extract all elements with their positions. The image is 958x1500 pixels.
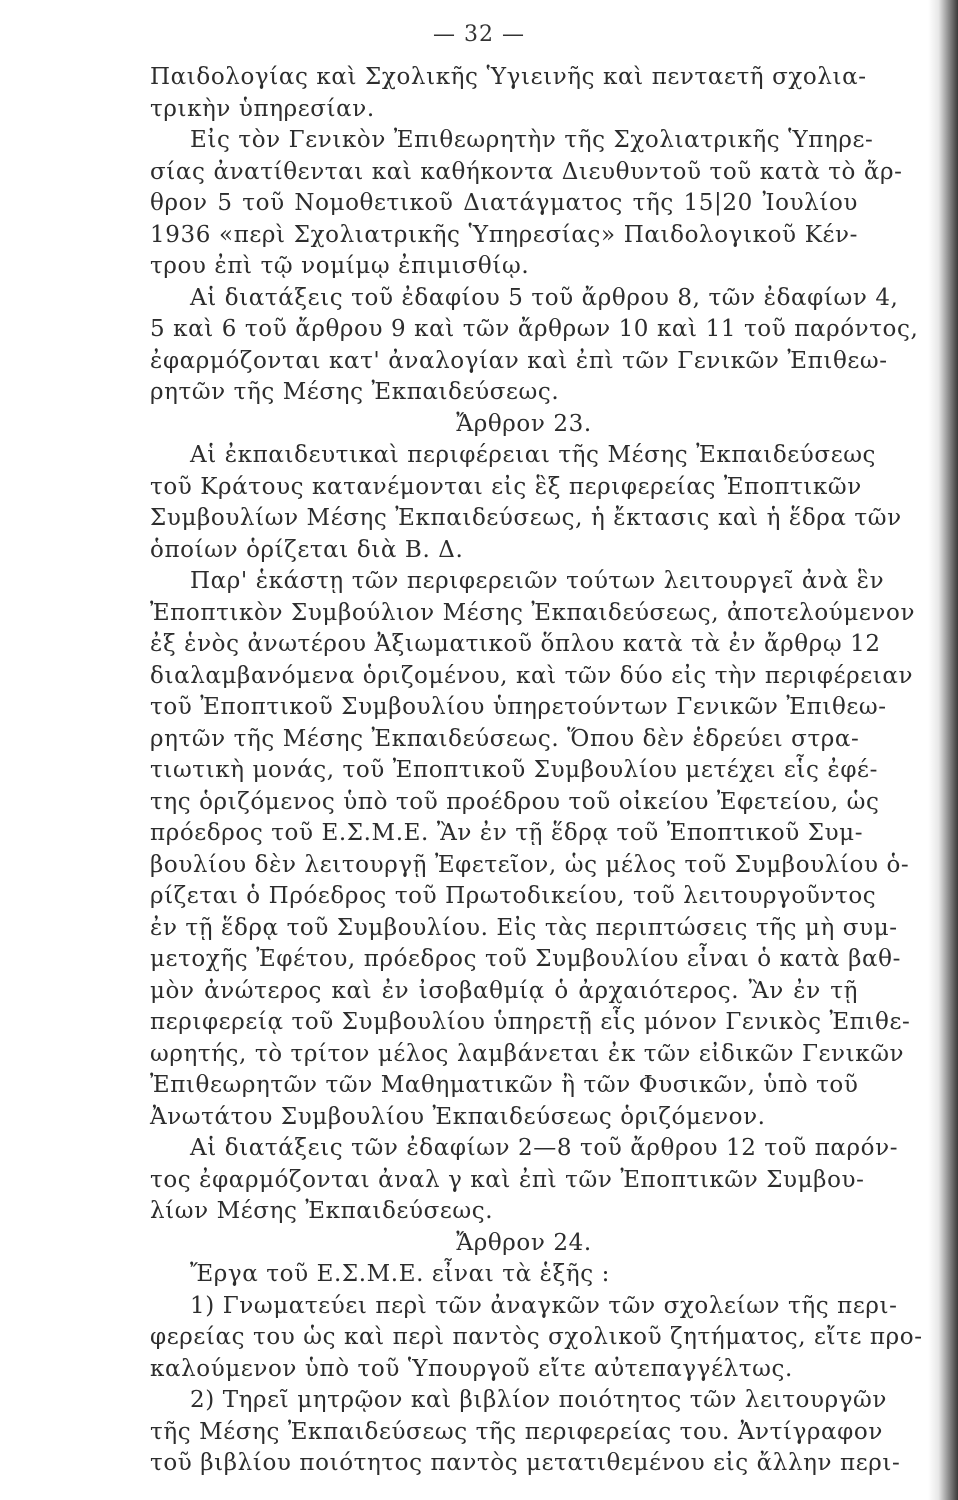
text-line: 5 καὶ 6 τοῦ ἄρθρου 9 καὶ τῶν ἄρθρων 10 καὶ 11 τοῦ παρόντος, — [150, 316, 919, 342]
text-line: Ἐπιθεωρητῶν τῶν Μαθηματικῶν ἢ τῶν Φυσικῶν, ὑπὸ τοῦ — [150, 1072, 859, 1098]
text-line: ρητῶν τῆς Μέσης Ἐκπαιδεύσεως. Ὅπου δὲν ἑδρεύει στρα- — [150, 725, 860, 752]
text-line: Αἱ διατάξεις τοῦ ἐδαφίου 5 τοῦ ἄρθρου 8, τῶν ἐδαφίων 4, — [190, 284, 899, 311]
text-line: θρον 5 τοῦ Νομοθετικοῦ Διατάγματος τῆς 15|20 Ἰουλίου — [150, 190, 858, 216]
text-line: βουλίου δὲν λειτουργῇ Ἐφετεῖον, ὡς μέλος τοῦ Συμβουλίου ὁ- — [150, 851, 910, 878]
article-heading: Ἄρθρον 24. — [456, 1229, 592, 1256]
text-line: τοῦ Κράτους κατανέμονται εἰς ἓξ περιφερείας Ἐποπτικῶν — [150, 473, 862, 500]
text-line: Παρ' ἑκάστῃ τῶν περιφερειῶν τούτων λειτουργεῖ ἀνὰ ἓν — [190, 568, 885, 594]
text-line: μετοχῆς Ἐφέτου, πρόεδρος τοῦ Συμβουλίου εἶναι ὁ κατὰ βαθ- — [150, 946, 901, 972]
text-line: ἐξ ἑνὸς ἀνωτέρου Ἀξιωματικοῦ ὅπλου κατὰ τὰ ἐν ἄρθρῳ 12 — [150, 631, 881, 657]
text-line: ρητῶν τῆς Μέσης Ἐκπαιδεύσεως. — [150, 379, 560, 405]
text-line: 2) Τηρεῖ μητρῷον καὶ βιβλίον ποιότητος τῶν λειτουργῶν — [190, 1387, 887, 1413]
text-line: ἐφαρμόζονται κατ' ἀναλογίαν καὶ ἐπὶ τῶν Γενικῶν Ἐπιθεω- — [150, 347, 888, 374]
text-line: πρόεδρος τοῦ Ε.Σ.Μ.Ε. Ἂν ἐν τῇ ἕδρᾳ τοῦ Ἐποπτικοῦ Συμ- — [150, 820, 864, 846]
text-line: ὁποίων ὁρίζεται διὰ Β. Δ. — [150, 536, 464, 563]
text-line: Ἀνωτάτου Συμβουλίου Ἐκπαιδεύσεως ὁριζόμενον. — [150, 1103, 766, 1130]
text-line: Παιδολογίας καὶ Σχολικῆς Ὑγιεινῆς καὶ πενταετῆ σχολια- — [150, 64, 867, 90]
page-number: — 32 — — [433, 22, 525, 47]
text-line: λίων Μέσης Ἐκπαιδεύσεως. — [150, 1198, 494, 1224]
text-line: ἐν τῇ ἕδρᾳ τοῦ Συμβουλίου. Εἰς τὰς περιπτώσεις τῆς μὴ συμ- — [150, 914, 898, 941]
text-line: τοῦ Ἐποπτικοῦ Συμβουλίου ὑπηρετούντων Γενικῶν Ἐπιθεω- — [150, 694, 887, 720]
text-line: τρου ἐπὶ τῷ νομίμῳ ἐπιμισθίῳ. — [150, 253, 530, 279]
text-line: καλούμενον ὑπὸ τοῦ Ὑπουργοῦ εἴτε αὐτεπαγγέλτως. — [150, 1355, 793, 1382]
text-line: Ἔργα τοῦ Ε.Σ.Μ.Ε. εἶναι τὰ ἑξῆς : — [190, 1261, 610, 1287]
text-line: τρικὴν ὑπηρεσίαν. — [150, 95, 375, 122]
page-binding-shadow — [928, 0, 958, 1500]
text-line: τοῦ βιβλίου ποιότητος παντὸς μετατιθεμένου εἰς ἄλλην περι- — [150, 1450, 901, 1476]
text-line: Εἰς τὸν Γενικὸν Ἐπιθεωρητὴν τῆς Σχολιατρικῆς Ὑπηρε- — [190, 127, 874, 153]
text-line: τος ἐφαρμόζονται ἀναλ γ καὶ ἐπὶ τῶν Ἐποπτικῶν Συμβου- — [150, 1166, 865, 1193]
text-line: τῆς Μέσης Ἐκπαιδεύσεως τῆς περιφερείας του. Ἀντίγραφον — [150, 1418, 883, 1445]
text-line: μὸν ἀνώτερος καὶ ἐν ἰσοβαθμίᾳ ὁ ἀρχαιότερος. Ἂν ἐν τῇ — [150, 977, 858, 1004]
article-heading: Ἄρθρον 23. — [456, 410, 592, 437]
text-line: τιωτικὴ μονάς, τοῦ Ἐποπτικοῦ Συμβουλίου μετέχει εἷς ἐφέ- — [150, 757, 878, 783]
text-line: σίας ἀνατίθενται καὶ καθήκοντα Διευθυντοῦ τοῦ κατὰ τὸ ἄρ- — [150, 158, 903, 185]
article-text — [150, 62, 923, 1480]
text-line: Αἱ διατάξεις τῶν ἐδαφίων 2—8 τοῦ ἄρθρου 12 τοῦ παρόν- — [190, 1135, 899, 1161]
text-line: 1936 «περὶ Σχολιατρικῆς Ὑπηρεσίας» Παιδολογικοῦ Κέν- — [150, 221, 858, 248]
text-line: φερείας του ὡς καὶ περὶ παντὸς σχολικοῦ ζητήματος, εἴτε προ- — [150, 1324, 923, 1350]
text-line: Συμβουλίων Μέσης Ἐκπαιδεύσεως, ἡ ἔκτασις καὶ ἡ ἕδρα τῶν — [150, 505, 902, 531]
text-line: της ὁριζόμενος ὑπὸ τοῦ προέδρου τοῦ οἰκείου Ἐφετείου, ὡς — [150, 788, 880, 815]
text-line: διαλαμβανόμενα ὁριζομένου, καὶ τῶν δύο εἰς τὴν περιφέρειαν — [150, 662, 914, 689]
text-line: Ἐποπτικὸν Συμβούλιον Μέσης Ἐκπαιδεύσεως, ἀποτελούμενον — [150, 599, 916, 626]
text-line: περιφερείᾳ τοῦ Συμβουλίου ὑπηρετῇ εἷς μόνον Γενικὸς Ἐπιθε- — [150, 1009, 911, 1035]
text-line: 1) Γνωματεύει περὶ τῶν ἀναγκῶν τῶν σχολείων τῆς περι- — [190, 1292, 898, 1319]
text-line: Αἱ ἐκπαιδευτικαὶ περιφέρειαι τῆς Μέσης Ἐκπαιδεύσεως — [190, 442, 877, 468]
text-line: ωρητής, τὸ τρίτον μέλος λαμβάνεται ἐκ τῶν εἰδικῶν Γενικῶν — [150, 1040, 905, 1067]
text-line: ρίζεται ὁ Πρόεδρος τοῦ Πρωτοδικείου, τοῦ λειτουργοῦντος — [150, 883, 877, 909]
